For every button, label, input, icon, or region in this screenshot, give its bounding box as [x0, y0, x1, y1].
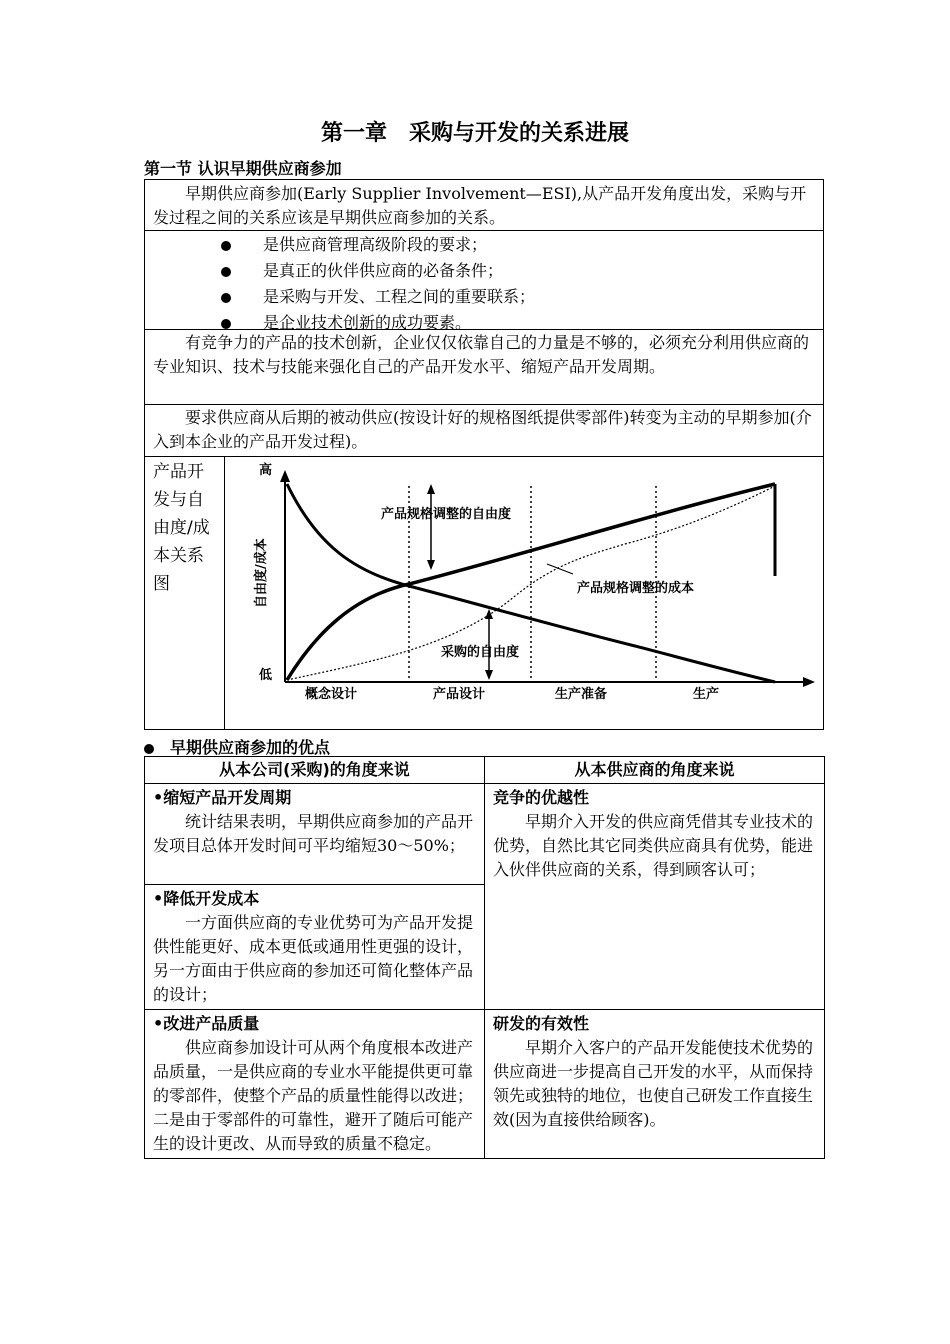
cell-title: 竞争的优越性	[493, 788, 590, 807]
stage-label: 产品设计	[433, 687, 486, 702]
cell-title: 研发的有效性	[493, 1014, 590, 1033]
bullet-item: 是企业技术创新的成功要素。	[153, 310, 815, 336]
arrow-down-icon	[485, 670, 493, 680]
y-axis-label: 自由度/成本	[254, 538, 269, 608]
x-axis-arrow-icon	[803, 677, 815, 687]
stage-label: 生产	[693, 687, 720, 702]
y-axis-arrow-icon	[280, 470, 290, 482]
arrow-up-icon	[427, 484, 435, 494]
intro-box	[144, 179, 824, 231]
table-cell	[485, 784, 825, 1010]
relationship-chart	[225, 456, 823, 728]
arrow-down-icon	[427, 560, 435, 570]
bullet-item: 是真正的伙伴供应商的必备条件；	[153, 258, 815, 284]
bullet-item: 是供应商管理高级阶段的要求；	[153, 232, 815, 258]
advantages-table	[144, 756, 825, 1159]
cost-pointer	[547, 564, 573, 574]
para-box-3	[144, 404, 824, 457]
chart-label: 产品开发与自由度/成本关系图	[145, 456, 225, 729]
chart-row	[144, 456, 824, 730]
arrow-up-icon	[485, 609, 493, 619]
stage-label: 概念设计	[305, 687, 358, 702]
y-high-label: 高	[259, 463, 273, 478]
cell-body: 一方面供应商的专业优势可为产品开发提供性能更好、成本更低或通用性更强的设计，另一方面由于供应商的参加还可简化整体产品的设计；	[153, 913, 474, 1004]
bullet-icon	[144, 744, 154, 754]
para-2-text: 有竞争力的产品的技术创新，企业仅仅依靠自己的力量是不够的，必须充分利用供应商的专业知识、技术与技能来强化自己的产品开发水平、缩短产品开发周期。	[153, 333, 810, 376]
series-label: 产品规格调整的自由度	[381, 507, 512, 522]
bullet-item: 是采购与开发、工程之间的重要联系；	[153, 284, 815, 310]
page-title: 第一章 采购与开发的关系进展	[320, 121, 629, 146]
cell-title: •降低开发成本	[153, 889, 260, 908]
para-3-text: 要求供应商从后期的被动供应(按设计好的规格图纸提供零部件)转变为主动的早期参加(介入到本企业的产品开发过程)。	[153, 408, 812, 451]
column-header: 从本公司(采购)的角度来说	[145, 757, 485, 784]
column-header: 从本供应商的角度来说	[485, 757, 825, 784]
table-row	[145, 1010, 825, 1159]
cell-title: •改进产品质量	[153, 1014, 260, 1033]
cell-body: 早期介入客户的产品开发能使技术优势的供应商进一步提高自己开发的水平，从而保持领先或独特的地位，也使自己研发工作直接生效(因为直接供给顾客)。	[493, 1038, 814, 1129]
series-label: 采购的自由度	[441, 645, 520, 660]
advantages-heading	[144, 735, 330, 758]
para-box-2	[144, 329, 824, 405]
table-row	[145, 784, 825, 885]
section-heading: 第一节 认识早期供应商参加	[144, 159, 342, 178]
series-label: 产品规格调整的成本	[577, 581, 695, 596]
advantages-heading-text: 早期供应商参加的优点	[170, 738, 331, 757]
table-cell	[145, 885, 485, 1010]
intro-text: 早期供应商参加(Early Supplier Involvement—ESI),从产品开发角度出发，采购与开发过程之间的关系应该是早期供应商参加的关系。	[153, 184, 807, 227]
table-header-row	[145, 757, 825, 784]
cell-title: •缩短产品开发周期	[153, 788, 292, 807]
y-low-label: 低	[259, 668, 273, 683]
table-cell	[145, 1010, 485, 1159]
bullet-list	[153, 232, 815, 336]
cell-body: 统计结果表明，早期供应商参加的产品开发项目总体开发时间可平均缩短30～50%；	[153, 812, 474, 855]
table-cell	[485, 1010, 825, 1159]
cell-body: 早期介入开发的供应商凭借其专业技术的优势，自然比其它同类供应商具有优势，能进入伙伴供应商的关系，得到顾客认可；	[493, 812, 814, 879]
cell-body: 供应商参加设计可从两个角度根本改进产品质量，一是供应商的专业水平能提供更可靠的零部件，使整个产品的质量性能得以改进；二是由于零部件的可靠性，避开了随后可能产生的设计更改、从而导致的质量不稳定。	[153, 1038, 474, 1153]
bullet-box	[144, 230, 824, 330]
table-cell	[145, 784, 485, 885]
stage-label: 生产准备	[555, 687, 608, 702]
